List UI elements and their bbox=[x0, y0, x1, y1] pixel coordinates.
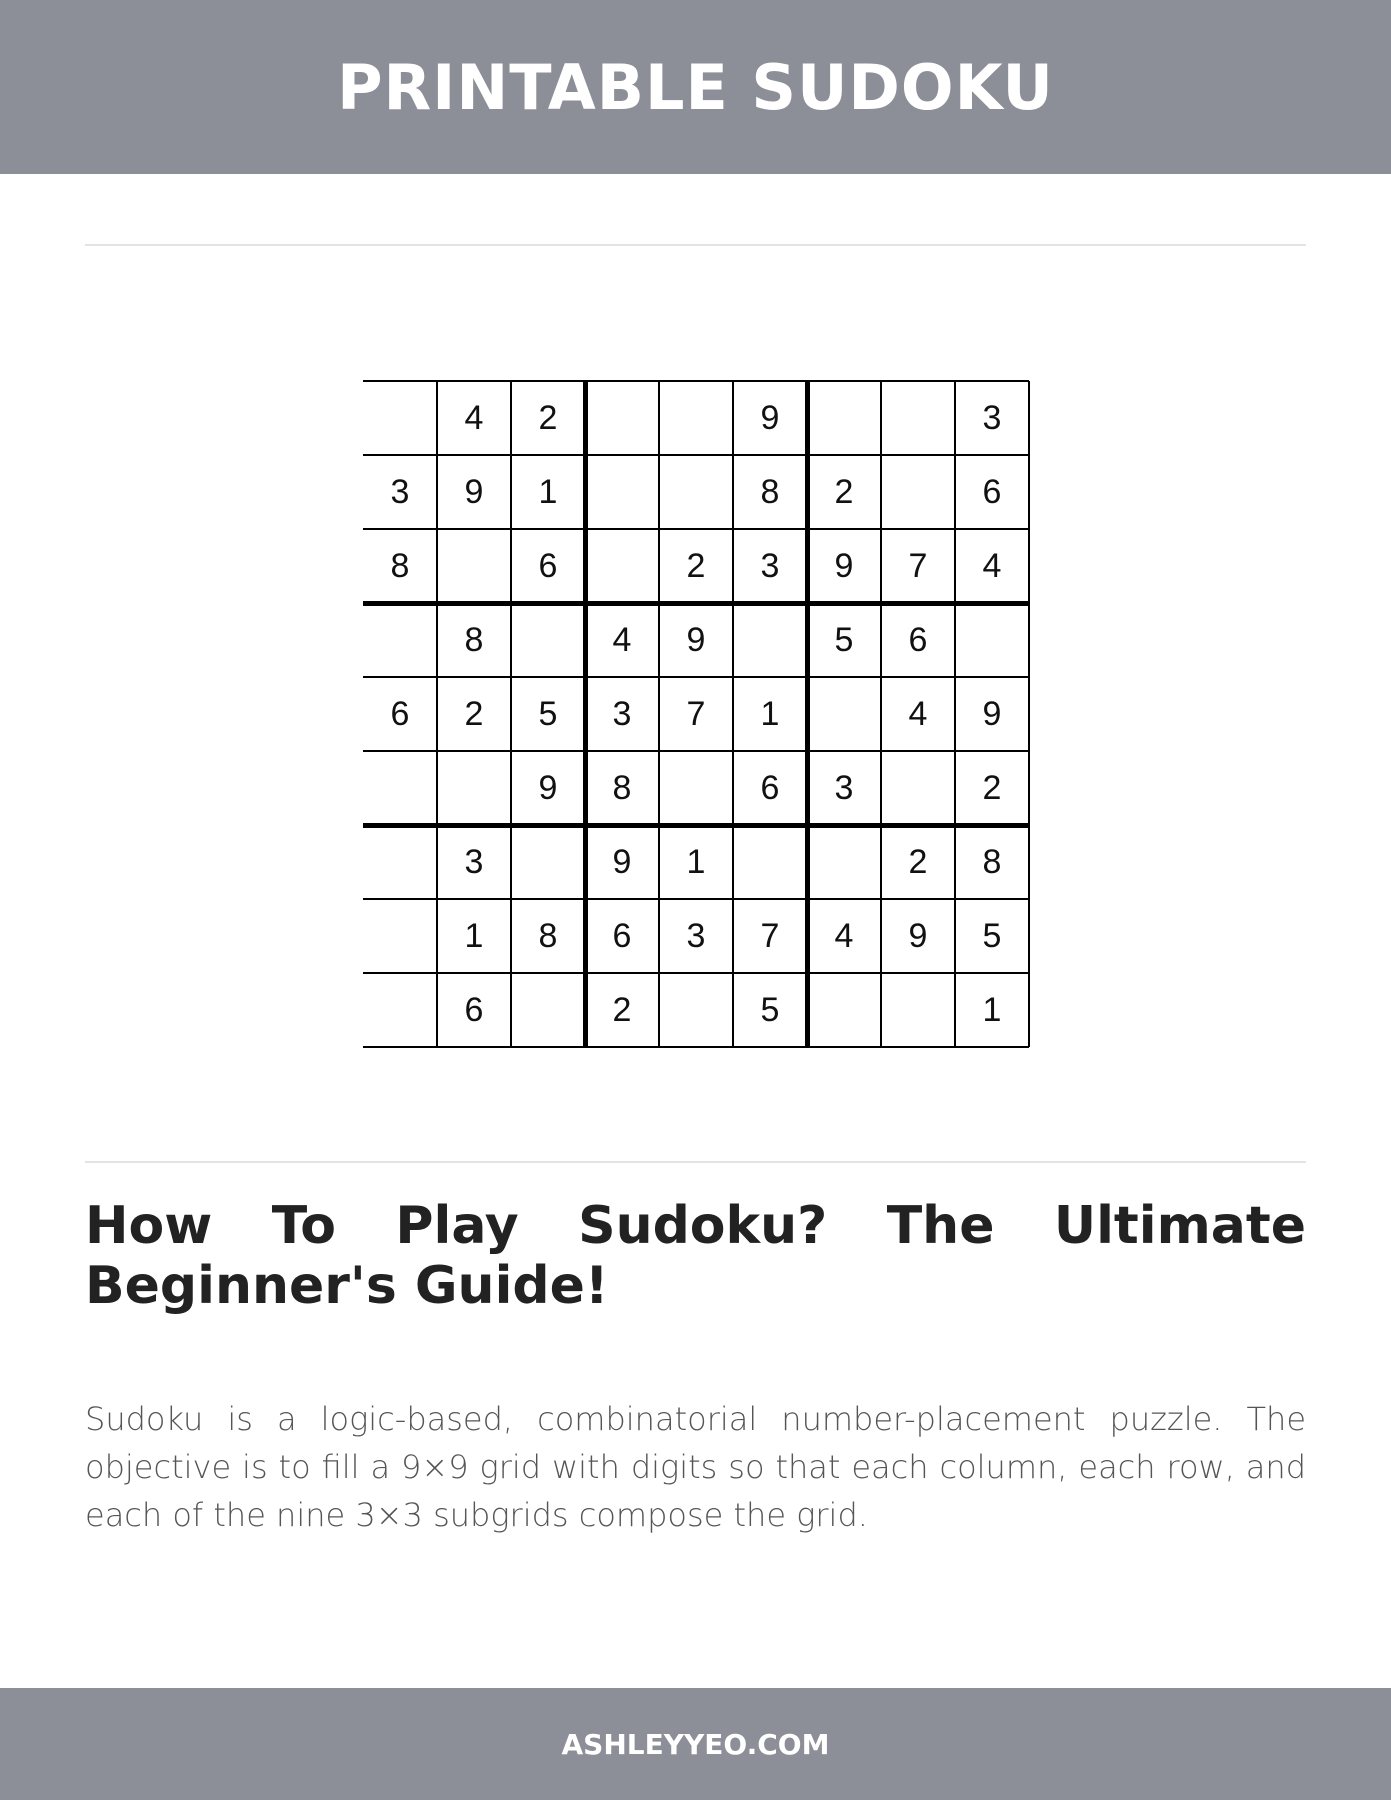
sudoku-cell: 1 bbox=[686, 842, 706, 881]
sudoku-cell bbox=[955, 603, 1029, 677]
sudoku-cell bbox=[659, 455, 733, 529]
sudoku-cell bbox=[733, 825, 807, 899]
sudoku-cell: 3 bbox=[982, 398, 1002, 437]
sudoku-cell: 2 bbox=[686, 546, 706, 585]
sudoku-cell bbox=[363, 603, 437, 677]
divider-bottom bbox=[85, 1161, 1306, 1163]
sudoku-cell bbox=[585, 529, 659, 603]
sudoku-cell bbox=[807, 381, 881, 455]
sudoku-cell: 2 bbox=[612, 990, 632, 1029]
sudoku-cell bbox=[363, 381, 437, 455]
sudoku-cell: 2 bbox=[982, 768, 1002, 807]
sudoku-cell: 8 bbox=[464, 620, 484, 659]
sudoku-cell: 8 bbox=[390, 546, 410, 585]
sudoku-cell: 9 bbox=[982, 694, 1002, 733]
header-banner bbox=[0, 0, 1391, 174]
sudoku-cell: 9 bbox=[612, 842, 632, 881]
sudoku-cell bbox=[511, 973, 585, 1047]
article-body: Sudoku is a logic-based, combinatorial number-placement puzzle. The objective is to fill a 9×9 grid with digits so that each column, each row, and each of the nine 3×3 subgrids compose the grid. bbox=[85, 1400, 1306, 1534]
sudoku-cell: 7 bbox=[908, 546, 928, 585]
sudoku-cell: 1 bbox=[760, 694, 780, 733]
sudoku-cell: 3 bbox=[834, 768, 854, 807]
sudoku-cell: 7 bbox=[686, 694, 706, 733]
sudoku-cell bbox=[807, 973, 881, 1047]
sudoku-cell: 2 bbox=[538, 398, 558, 437]
sudoku-cell: 4 bbox=[834, 916, 854, 955]
sudoku-cell bbox=[437, 751, 511, 825]
sudoku-cell: 8 bbox=[538, 916, 558, 955]
sudoku-cell: 5 bbox=[538, 694, 558, 733]
sudoku-cell: 7 bbox=[760, 916, 780, 955]
sudoku-cell: 8 bbox=[612, 768, 632, 807]
sudoku-cell: 9 bbox=[760, 398, 780, 437]
sudoku-cell bbox=[881, 381, 955, 455]
sudoku-cell: 4 bbox=[908, 694, 928, 733]
sudoku-cell: 3 bbox=[390, 472, 410, 511]
sudoku-cell: 6 bbox=[538, 546, 558, 585]
sudoku-cell bbox=[511, 603, 585, 677]
sudoku-cell bbox=[881, 751, 955, 825]
sudoku-cell: 6 bbox=[390, 694, 410, 733]
sudoku-cell bbox=[659, 973, 733, 1047]
sudoku-cell: 3 bbox=[760, 546, 780, 585]
sudoku-cell bbox=[585, 455, 659, 529]
sudoku-cell: 9 bbox=[908, 916, 928, 955]
sudoku-grid bbox=[363, 381, 1029, 1047]
sudoku-cell bbox=[881, 973, 955, 1047]
sudoku-cell: 1 bbox=[982, 990, 1002, 1029]
sudoku-cell bbox=[511, 825, 585, 899]
sudoku-cell bbox=[733, 603, 807, 677]
sudoku-cell bbox=[659, 751, 733, 825]
sudoku-cell: 8 bbox=[760, 472, 780, 511]
divider-top bbox=[85, 244, 1306, 246]
sudoku-cell bbox=[363, 825, 437, 899]
sudoku-cell: 2 bbox=[908, 842, 928, 881]
sudoku-cell: 1 bbox=[464, 916, 484, 955]
sudoku-cell: 5 bbox=[982, 916, 1002, 955]
sudoku-cell: 3 bbox=[686, 916, 706, 955]
sudoku-cell: 4 bbox=[464, 398, 484, 437]
sudoku-cell: 3 bbox=[464, 842, 484, 881]
sudoku-cell: 6 bbox=[612, 916, 632, 955]
sudoku-cell bbox=[807, 825, 881, 899]
sudoku-cell: 9 bbox=[834, 546, 854, 585]
article-heading: How To Play Sudoku? The Ultimate Beginner's Guide! bbox=[85, 1196, 1306, 1316]
sudoku-cell bbox=[807, 677, 881, 751]
footer-banner bbox=[0, 1688, 1391, 1800]
sudoku-cell: 9 bbox=[686, 620, 706, 659]
sudoku-cell: 5 bbox=[760, 990, 780, 1029]
sudoku-cell bbox=[363, 899, 437, 973]
sudoku-cell bbox=[881, 455, 955, 529]
sudoku-cell bbox=[363, 973, 437, 1047]
sudoku-cell: 4 bbox=[982, 546, 1002, 585]
sudoku-cell: 8 bbox=[982, 842, 1002, 881]
sudoku-cell: 1 bbox=[538, 472, 558, 511]
sudoku-cell: 9 bbox=[538, 768, 558, 807]
footer-site-link[interactable]: ASHLEYYEO.COM bbox=[561, 1727, 830, 1761]
sudoku-cell: 6 bbox=[464, 990, 484, 1029]
sudoku-cell: 6 bbox=[982, 472, 1002, 511]
sudoku-cell bbox=[585, 381, 659, 455]
sudoku-cell bbox=[659, 381, 733, 455]
sudoku-cell: 9 bbox=[464, 472, 484, 511]
sudoku-cell bbox=[363, 751, 437, 825]
sudoku-cell: 6 bbox=[760, 768, 780, 807]
sudoku-cell: 3 bbox=[612, 694, 632, 733]
sudoku-cell: 5 bbox=[834, 620, 854, 659]
sudoku-cell: 6 bbox=[908, 620, 928, 659]
page-title: PRINTABLE SUDOKU bbox=[337, 50, 1054, 124]
sudoku-cell: 2 bbox=[834, 472, 854, 511]
sudoku-cell: 2 bbox=[464, 694, 484, 733]
sudoku-cell bbox=[437, 529, 511, 603]
sudoku-cell: 4 bbox=[612, 620, 632, 659]
